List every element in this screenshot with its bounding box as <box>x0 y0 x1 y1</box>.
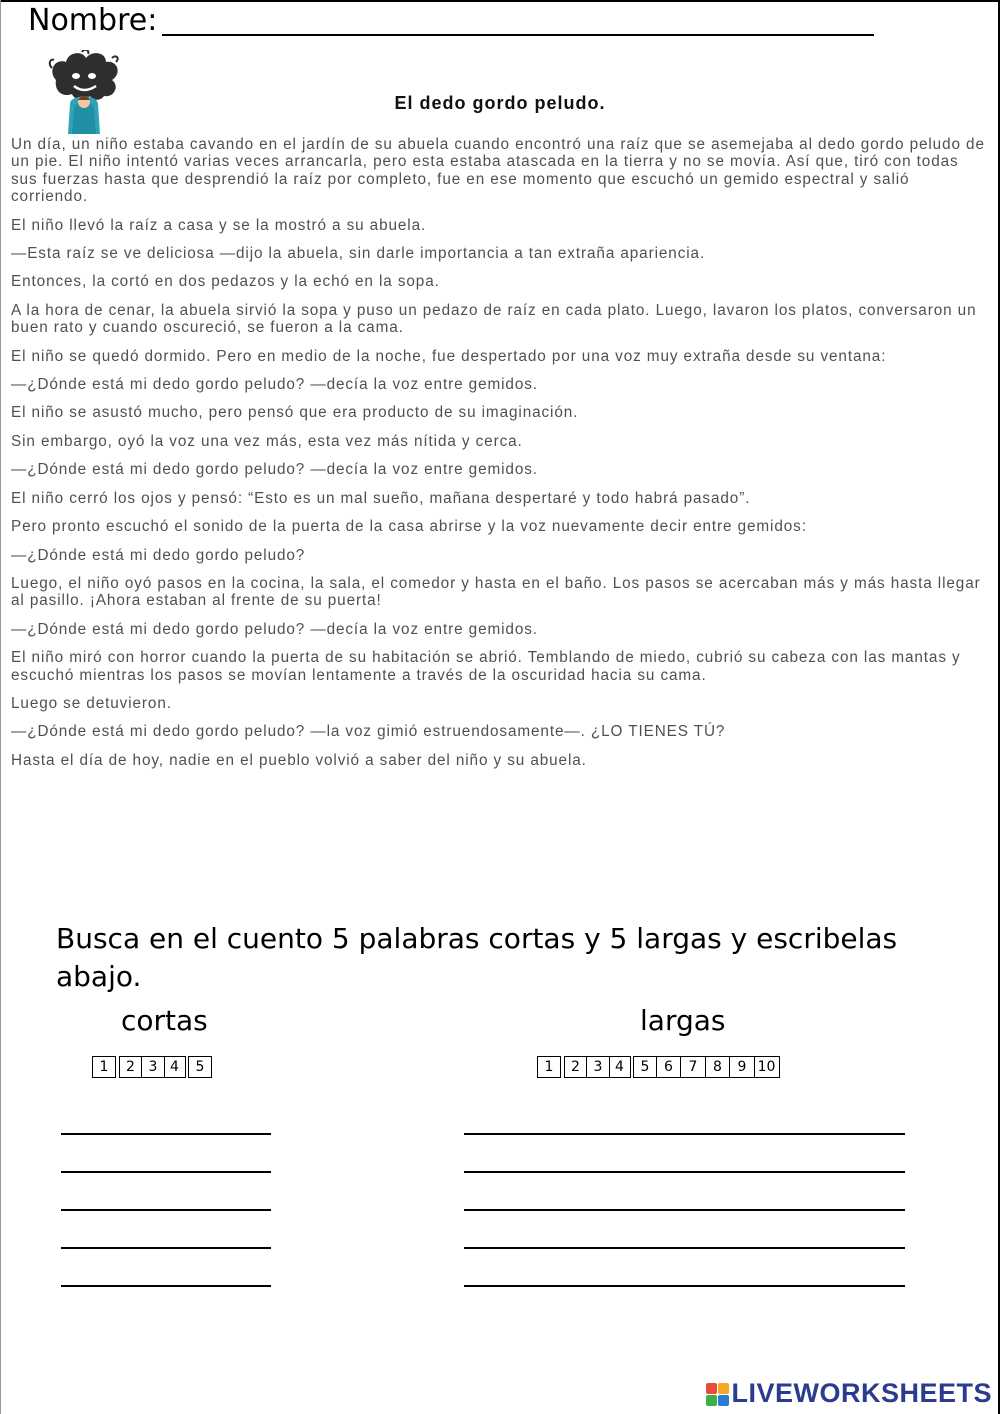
page-border-left <box>0 0 1 1414</box>
largas-answer-line-2[interactable] <box>464 1171 905 1173</box>
story-paragraph: Un día, un niño estaba cavando en el jardín de su abuela cuando encontró una raíz que se asemejaba al dedo gordo peludo de un pie. El niño intentó varias veces arrancarla, pero esta estaba atascada en la tierra y no se movía. Así que, tiró con todas sus fuerzas hasta que desprendió la raíz por completo, fue en ese momento que escuchó un gemido espectral y salió corriendo. <box>11 136 985 206</box>
name-input-line[interactable] <box>162 34 874 36</box>
largas-box: 9 <box>729 1056 755 1078</box>
cortas-box: 5 <box>188 1056 212 1078</box>
story-title: El dedo gordo peludo. <box>394 93 606 113</box>
cortas-box: 1 <box>92 1056 116 1078</box>
cortas-heading: cortas <box>121 1004 208 1037</box>
story-paragraph: Luego se detuvieron. <box>11 694 172 712</box>
cortas-box: 4 <box>164 1056 186 1078</box>
story-paragraph: El niño se asustó mucho, pero pensó que era producto de su imaginación. <box>11 404 579 422</box>
story-text <box>11 136 986 780</box>
largas-box: 5 <box>633 1056 657 1078</box>
story-paragraph: A la hora de cenar, la abuela sirvió la sopa y puso un pedazo de raíz en cada plato. Luego, lavaron los platos, conversaron un buen rato y cuando oscureció, se fueron a la cama. <box>11 301 977 337</box>
cortas-answer-line-5[interactable] <box>61 1285 271 1287</box>
largas-answer-line-3[interactable] <box>464 1209 905 1211</box>
cortas-answer-line-1[interactable] <box>61 1133 271 1135</box>
cortas-answer-line-2[interactable] <box>61 1171 271 1173</box>
story-paragraph: El niño cerró los ojos y pensó: “Esto es un mal sueño, mañana despertaré y todo habrá pasado”. <box>11 489 751 507</box>
cortas-answer-line-4[interactable] <box>61 1247 271 1249</box>
ghost-icon <box>46 50 122 134</box>
story-paragraph: El niño llevó la raíz a casa y se la mostró a su abuela. <box>11 216 427 234</box>
largas-box: 7 <box>680 1056 706 1078</box>
largas-answer-line-1[interactable] <box>464 1133 905 1135</box>
largas-number-boxes <box>537 1056 778 1078</box>
cortas-box: 3 <box>141 1056 165 1078</box>
largas-heading: largas <box>640 1004 726 1037</box>
story-paragraph: El niño se quedó dormido. Pero en medio de la noche, fue despertado por una voz muy extraña desde su ventana: <box>11 347 887 365</box>
cortas-box: 2 <box>119 1056 143 1078</box>
largas-answer-line-5[interactable] <box>464 1285 905 1287</box>
story-paragraph: —¿Dónde está mi dedo gordo peludo? —decía la voz entre gemidos. <box>11 376 538 394</box>
story-paragraph: Luego, el niño oyó pasos en la cocina, la sala, el comedor y hasta en el baño. Los pasos se acercaban más y más hasta llegar al pasillo. ¡Ahora estaban al frente de su puerta! <box>11 574 981 610</box>
largas-box: 2 <box>564 1056 588 1078</box>
story-paragraph: —Esta raíz se ve deliciosa —dijo la abuela, sin darle importancia a tan extraña apariencia. <box>11 245 706 263</box>
story-paragraph: —¿Dónde está mi dedo gordo peludo? <box>11 546 306 564</box>
story-paragraph: Sin embargo, oyó la voz una vez más, esta vez más nítida y cerca. <box>11 432 523 450</box>
liveworksheets-brand <box>706 1378 992 1409</box>
story-paragraph: El niño miró con horror cuando la puerta de su habitación se abrió. Temblando de miedo, cubrió su cabeza con las mantas y escuchó mientras los pasos se movían lentamente a través de la oscuridad hacia su cama. <box>11 649 961 684</box>
largas-box: 6 <box>656 1056 682 1078</box>
largas-box: 1 <box>537 1056 561 1078</box>
largas-answer-line-4[interactable] <box>464 1247 905 1249</box>
cortas-answer-line-3[interactable] <box>61 1209 271 1211</box>
brand-name: LIVEWORKSHEETS <box>731 1378 992 1408</box>
story-paragraph: Pero pronto escuchó el sonido de la puerta de la casa abrirse y la voz nuevamente decir entre gemidos: <box>11 518 807 536</box>
name-label: Nombre: <box>28 3 158 38</box>
cortas-number-boxes <box>92 1056 211 1078</box>
story-paragraph: Hasta el día de hoy, nadie en el pueblo volvió a saber del niño y su abuela. <box>11 751 587 769</box>
exercise-instructions: Busca en el cuento 5 palabras cortas y 5 largas y escribelas abajo. <box>56 922 898 993</box>
largas-box: 3 <box>586 1056 610 1078</box>
story-paragraph: —¿Dónde está mi dedo gordo peludo? —decía la voz entre gemidos. <box>11 461 538 479</box>
largas-box: 8 <box>705 1056 731 1078</box>
largas-box: 10 <box>754 1056 780 1078</box>
largas-box: 4 <box>609 1056 631 1078</box>
story-paragraph: Entonces, la cortó en dos pedazos y la echó en la sopa. <box>11 273 440 291</box>
liveworksheets-logo-icon <box>706 1383 728 1405</box>
story-paragraph: —¿Dónde está mi dedo gordo peludo? —decía la voz entre gemidos. <box>11 620 538 638</box>
story-paragraph: —¿Dónde está mi dedo gordo peludo? —la voz gimió estruendosamente—. ¿LO TIENES TÚ? <box>11 723 726 741</box>
